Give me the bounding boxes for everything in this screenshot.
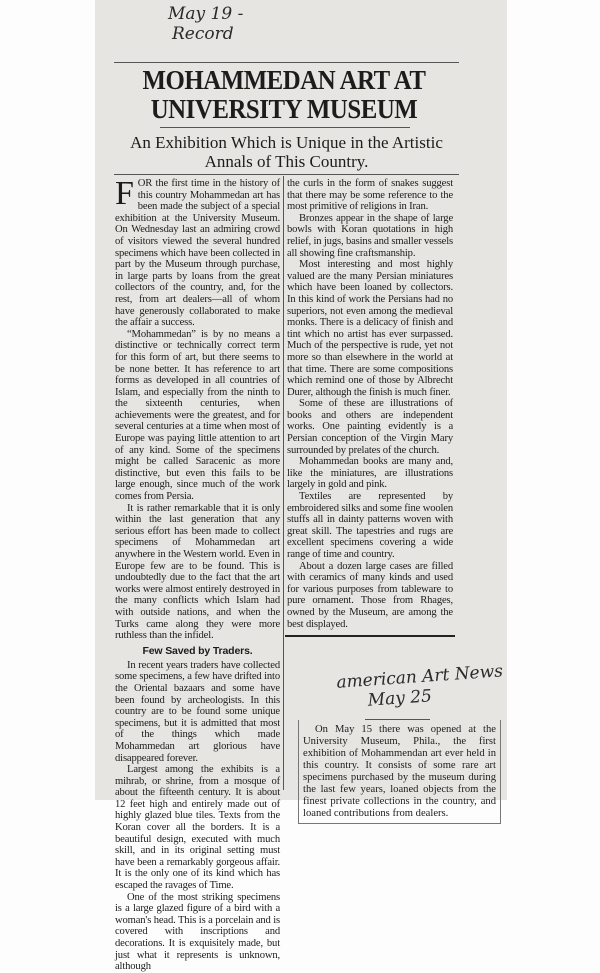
second-clipping [298, 720, 501, 824]
paragraph: OR the first time in the history of this country Mohammedan art has been made the subject of a special exhibition at the University Museum. On Wednesday last an admiring crowd of visitors viewed the several hundred specimens which have been collected in part by the Museum through purchase, in large parts by loans from the great collectors of the country, and, for the rest, from art dealers—all of whom have generously collaborated to make the affair a success. [115, 178, 280, 329]
paragraph: On May 15 there was opened at the University Museum, Phila., the first exhibition of Mohammendan art ever held in this country. It consists of some rare art specimens purchased by the museum during the last few years, loaned objects from the finest private collections in the country, and loaned contributions from dealers. [303, 724, 496, 820]
paragraph: Most interesting and most highly valued are the many Persian miniatures which have been loaned by collectors. In this kind of work the Persians had no superiors, not even among the medieval monks. There is a delicacy of finish and tint which no artist has ever surpassed. Much of the perspective is rude, yet not more so than elsewhere in the world at that time. There are some compositions which remind one of those by Albrecht Durer, although the finish is much finer. [287, 259, 453, 398]
subheadline: An Exhibition Which is Unique in the Artistic Annals of This Country. [130, 133, 443, 171]
paragraph: Mohammedan books are many and, like the miniatures, are illustrations largely in gold and pink. [287, 456, 453, 491]
drop-cap: F [115, 175, 134, 212]
article-column-left [115, 175, 280, 973]
section-heading: Few Saved by Traders. [142, 644, 253, 657]
headline: MOHAMMEDAN ART AT UNIVERSITY MUSEUM [142, 65, 426, 124]
paragraph: About a dozen large cases are filled with ceramics of many kinds and used for various purposes from tableware to pure ornament. Those from Rhages, owned by the Museum, are among the best displayed. [287, 560, 453, 630]
handwritten-date-note [168, 4, 243, 44]
paragraph: In recent years traders have collected some specimens, a few have drifted into the Oriental bazaars and some have been found by archeologists. In this country are to be found some unique specimens, but it is admitted that most of the things which made Mohammedan art glorious have disappeared forever. [115, 659, 280, 764]
paragraph: Some of these are illustrations of books and others are independent works. One painting evidently is a Persian conception of the Virgin Mary surrounded by prelates of the church. [287, 398, 453, 456]
divider [114, 174, 459, 175]
right-side-flow [287, 178, 505, 824]
paragraph: the curls in the form of snakes suggest that there may be some reference to the most primitive of religions in Iran. [287, 178, 453, 213]
paragraph: One of the most striking specimens is a large glazed figure of a bird with a woman's head. This is a porcelain and is covered with inscriptions and decorations. It is exquisitely made, but just what it represents is unknown, although [115, 891, 280, 973]
divider [160, 127, 410, 128]
note-line: american Art News [335, 661, 504, 694]
paragraph: “Mohammedan” is by no means a distinctive or technically correct term for this form of art, but there seems to be none better. It has reference to art forms as developed in all countries of Islam, and especially from the ninth to the sixteenth centuries, when achievements were the greatest, and for several centuries at a time when most of Europe was paying little attention to art of any kind. Some of the specimens might be called Saracenic as more distinctive, but even this fails to be large enough, since much of the work comes from Persia. [115, 328, 280, 503]
paragraph: Largest among the exhibits is a mihrab, or shrine, from a mosque of about the fifteenth century. It is about 12 feet high and entirely made out of highly glazed blue tiles. Texts from the Koran cover all the borders. It is a beautiful design, executed with much skill, and in its original setting must have been a remarkably gorgeous affair. It is the only one of its kind which has escaped the ravages of Time. [115, 764, 280, 892]
note-line: May 19 - [168, 4, 244, 24]
clipping-edge [285, 635, 455, 637]
paragraph: It is rather remarkable that it is only within the last generation that any serious effort has been made to collect specimens of Mohammedan art anywhere in the Western world. Even in Europe few are to be found. This is undoubtedly due to the fact that the art works were almost entirely destroyed in the many conflicts which Islam had with outside nations, and when the Turks came along they were more ruthless than the infidel. [115, 502, 280, 642]
paragraph: Textiles are represented by embroidered silks and some fine woolen stuffs all in dainty patterns woven with great skill. The tapestries and rugs are excellent specimens covering a wide range of time and country. [287, 491, 453, 560]
divider [114, 62, 459, 63]
note-line: Record [172, 24, 234, 44]
column-divider [283, 176, 284, 790]
note-line: May 25 [367, 686, 433, 711]
paragraph: Bronzes appear in the shape of large bowls with Koran quotations in high relief, in jugs, basins and smaller vessels all showing fine craftsmanship. [287, 212, 453, 259]
handwritten-source-note [336, 661, 506, 713]
article-column-right [287, 178, 453, 630]
